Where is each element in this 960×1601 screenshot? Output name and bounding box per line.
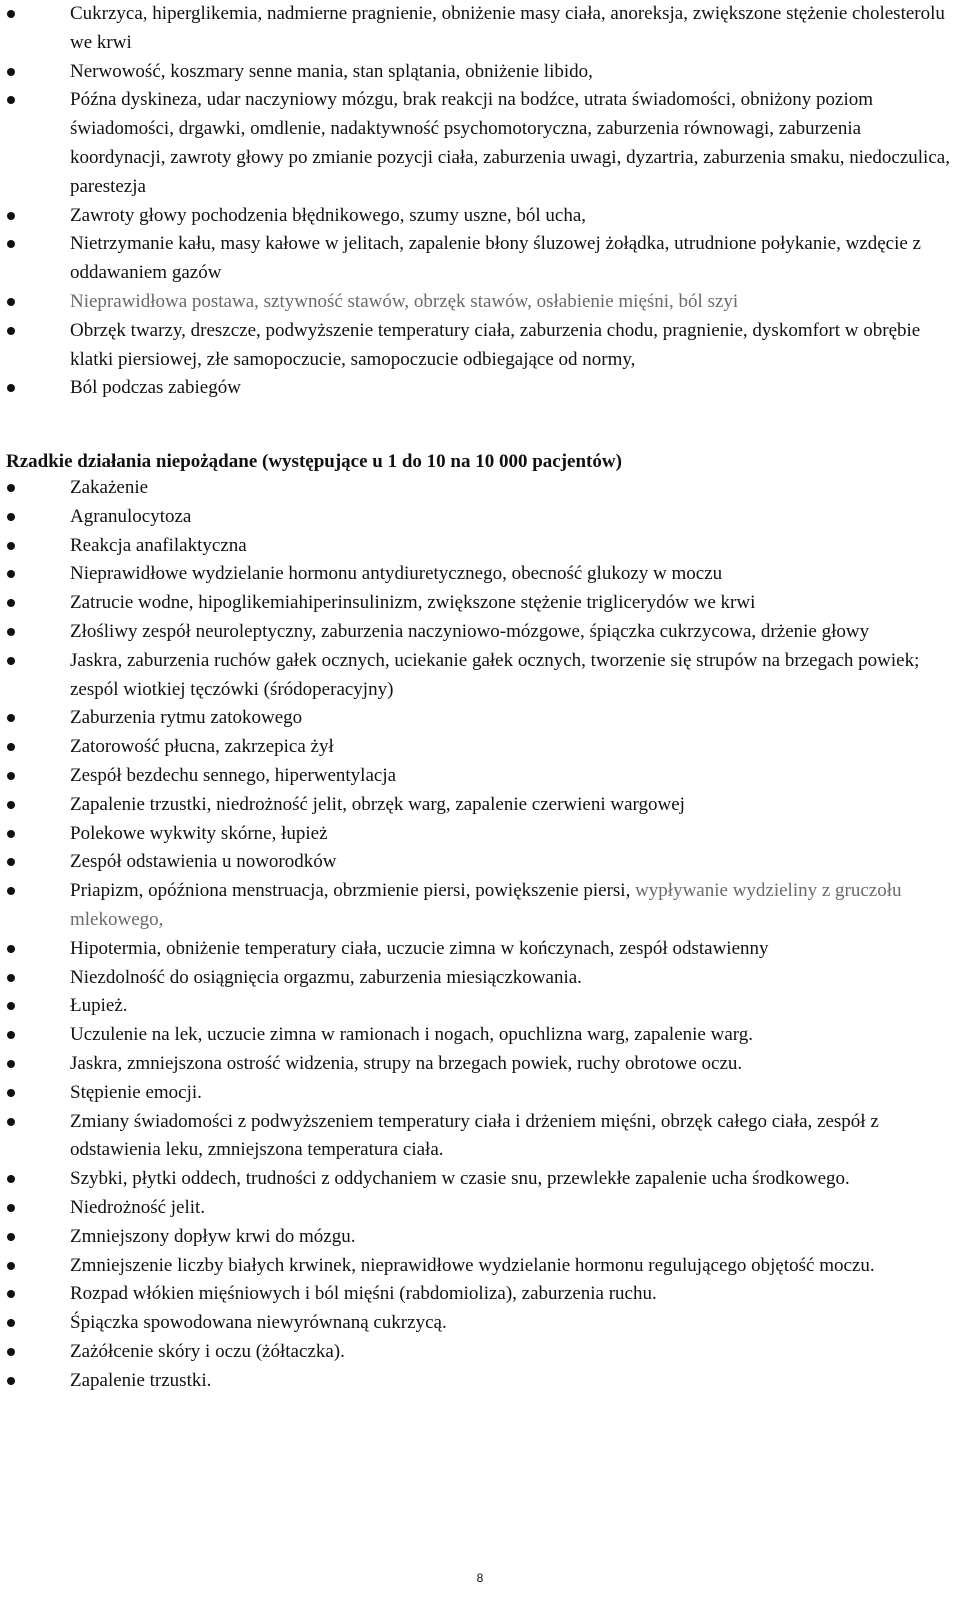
list-item-text: Zmiany świadomości z podwyższeniem temperatury ciała i drżeniem mięśni, obrzęk całego ciała, zespół z odstawienia leku, zmniejszona temperatura ciała.: [70, 1110, 879, 1161]
list-item: [0, 317, 960, 375]
list-item: [0, 992, 960, 1021]
list-item-text: Łupież.: [70, 995, 128, 1017]
list-item-text: Reakcja anafilaktyczna: [70, 534, 247, 556]
page-number: 8: [476, 1571, 484, 1585]
list-item-text: Złośliwy zespół neuroleptyczny, zaburzenia naczyniowo-mózgowe, śpiączka cukrzycowa, drżenie głowy: [70, 620, 870, 642]
list-item: [0, 202, 960, 231]
list-item-text: Zespół odstawienia u noworodków: [70, 851, 337, 873]
list-item-text: Hipotermia, obniżenie temperatury ciała, uczucie zimna w kończynach, zespół odstawienny: [70, 937, 769, 959]
list-item-text: Zaburzenia rytmu zatokowego: [70, 707, 303, 729]
list-item: [0, 1194, 960, 1223]
list-item: [0, 1338, 960, 1367]
list-item: [0, 589, 960, 618]
list-item: [0, 560, 960, 589]
list-item-text: Śpiączka spowodowana niewyrównaną cukrzycą.: [70, 1312, 447, 1334]
list-item-text: Szybki, płytki oddech, trudności z oddychaniem w czasie snu, przewlekłe zapalenie ucha środkowego.: [70, 1168, 850, 1190]
list-item-text: Cukrzyca, hiperglikemia, nadmierne pragnienie, obniżenie masy ciała, anoreksja, zwiększone stężenie cholesterolu we krwi: [70, 3, 945, 53]
list-item-text: Agranulocytoza: [70, 505, 192, 527]
list-item-text: Stępienie emocji.: [70, 1081, 202, 1103]
list-item-text-grey: wypływanie wydzieliny z gruczołu mlekowego,: [70, 880, 902, 930]
list-item-text: Zapalenie trzustki, niedrożność jelit, obrzęk warg, zapalenie czerwieni wargowej: [70, 793, 685, 815]
list-item: [0, 1223, 960, 1252]
list-item: [0, 1021, 960, 1050]
list-item: [0, 288, 960, 317]
list-item: [0, 964, 960, 993]
list-item: [0, 618, 960, 647]
list-item: [0, 647, 960, 705]
list-item: [0, 762, 960, 791]
list-item: [0, 1079, 960, 1108]
list-item-text: Zmniejszony dopływ krwi do mózgu.: [70, 1225, 356, 1247]
list-item: [0, 230, 960, 288]
list-item: [0, 1050, 960, 1079]
list-item: [0, 1309, 960, 1338]
list-item: [0, 791, 960, 820]
list-item-text: Nieprawidłowe wydzielanie hormonu antydiuretycznego, obecność glukozy w moczu: [70, 563, 723, 585]
list-item-text: Zakażenie: [70, 477, 149, 498]
list-item-text: Zawroty głowy pochodzenia błędnikowego, szumy uszne, ból ucha,: [70, 204, 587, 226]
list-item-text: Zespół bezdechu sennego, hiperwentylacja: [70, 764, 397, 786]
list-item-text: Nieprawidłowa postawa, sztywność stawów, obrzęk stawów, osłabienie mięśni, ból szyi: [70, 290, 739, 312]
list-item: [0, 733, 960, 762]
list-item-text: Polekowe wykwity skórne, łupież: [70, 822, 328, 844]
list-item-text: Jaskra, zmniejszona ostrość widzenia, strupy na brzegach powiek, ruchy obrotowe oczu.: [70, 1052, 743, 1074]
list-item-text: Nerwowość, koszmary senne mania, stan splątania, obniżenie libido,: [70, 60, 593, 82]
list-item-text: Priapizm, opóźniona menstruacja, obrzmienie piersi, powiększenie piersi,: [70, 880, 631, 902]
rare-effects-heading: Rzadkie działania niepożądane (występujące u 1 do 10 na 10 000 pacjentów): [6, 451, 622, 472]
list-item: [0, 86, 960, 201]
list-item: [0, 820, 960, 849]
list-item: [0, 374, 960, 403]
list-item: [0, 935, 960, 964]
common-adverse-effects-list: [0, 0, 960, 403]
list-item-text: Zatrucie wodne, hipoglikemiahiperinsulinizm, zwiększone stężenie triglicerydów we krwi: [70, 592, 756, 614]
list-item-text: Zmniejszenie liczby białych krwinek, nieprawidłowe wydzielanie hormonu regulującego objętość moczu.: [70, 1254, 875, 1276]
list-item: [0, 503, 960, 532]
list-item: [0, 58, 960, 87]
list-item-text: Niezdolność do osiągnięcia orgazmu, zaburzenia miesiączkowania.: [70, 966, 582, 988]
list-item-text: Późna dyskineza, udar naczyniowy mózgu, brak reakcji na bodźce, utrata świadomości, obniżony poziom świadomości, drgawki, omdlenie, nadaktywność psychomotoryczna, zaburzenia równowagi, zaburzenia koordynacji, zawroty głowy po zmianie pozycji ciała, zaburzenia uwagi, dyzartria, zaburzenia smaku, niedoczulica, parestezja: [70, 89, 950, 197]
list-item: [0, 1252, 960, 1281]
list-item: [0, 1280, 960, 1309]
list-item: [0, 532, 960, 561]
list-item: [0, 704, 960, 733]
list-item-text: Niedrożność jelit.: [70, 1196, 206, 1218]
list-item: [0, 877, 960, 935]
list-item-text: Zapalenie trzustki.: [70, 1369, 212, 1391]
list-item-text: Nietrzymanie kału, masy kałowe w jelitach, zapalenie błony śluzowej żołądka, utrudnione połykanie, wzdęcie z oddawaniem gazów: [70, 233, 921, 284]
list-item: [0, 0, 960, 58]
rare-adverse-effects-list: [0, 474, 960, 1396]
list-item-text: Rozpad włókien mięśniowych i ból mięśni (rabdomioliza), zaburzenia ruchu.: [70, 1283, 657, 1305]
list-item: [0, 474, 960, 503]
list-item: [0, 1165, 960, 1194]
list-item: [0, 848, 960, 877]
list-item-text: Jaskra, zaburzenia ruchów gałek ocznych, uciekanie gałek ocznych, tworzenie się strupów na brzegach powiek; zespól wiotkiej tęczówki (śródoperacyjny): [70, 649, 920, 700]
list-item-text: Obrzęk twarzy, dreszcze, podwyższenie temperatury ciała, zaburzenia chodu, pragnienie, dyskomfort w obrębie klatki piersiowej, złe samopoczucie, samopoczucie odbiegające od normy,: [70, 319, 921, 370]
list-item-text: Uczulenie na lek, uczucie zimna w ramionach i nogach, opuchlizna warg, zapalenie warg.: [70, 1024, 753, 1046]
list-item-text: Ból podczas zabiegów: [70, 377, 241, 399]
list-item-text: Zażółcenie skóry i oczu (żółtaczka).: [70, 1340, 345, 1362]
list-item: [0, 1367, 960, 1396]
list-item-text: Zatorowość płucna, zakrzepica żył: [70, 736, 334, 758]
list-item: [0, 1108, 960, 1166]
